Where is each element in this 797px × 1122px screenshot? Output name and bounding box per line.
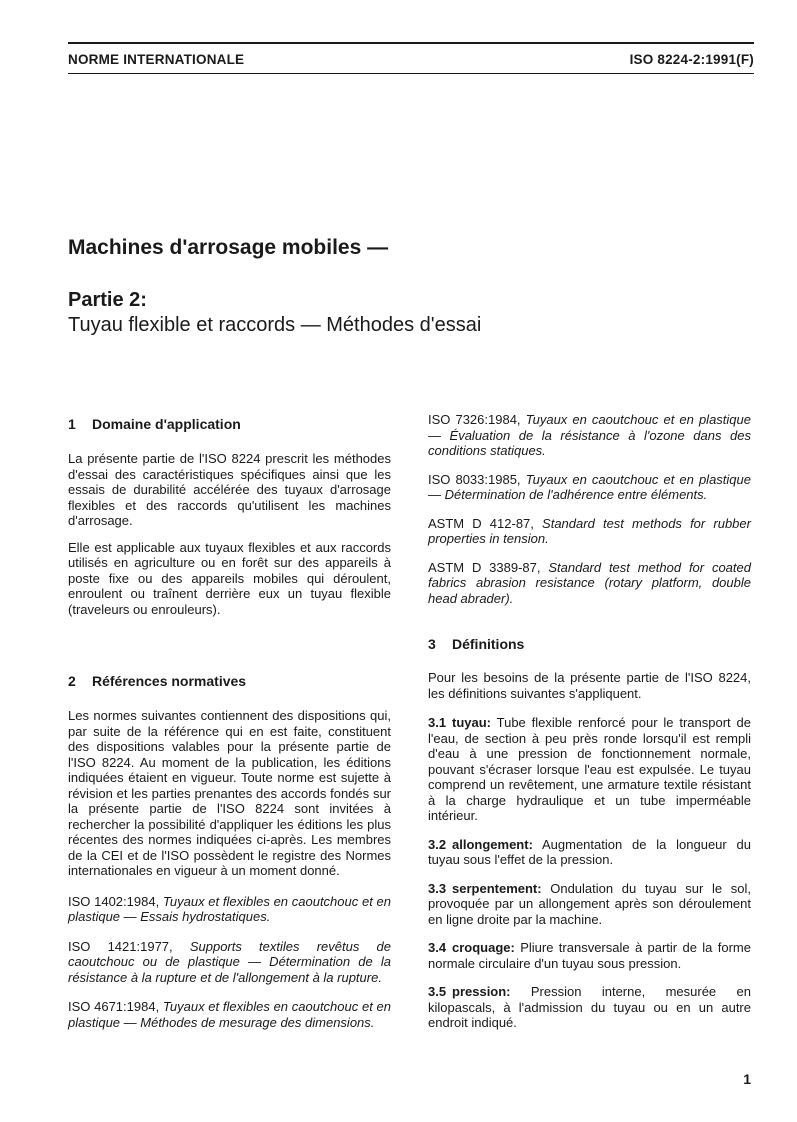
section-1-heading	[68, 414, 391, 434]
definition-term: allongement:	[452, 836, 533, 852]
header-rule	[68, 73, 754, 74]
section-2-number: 2	[68, 673, 76, 689]
definition-term: pression:	[452, 984, 511, 999]
definition-term: tuyau:	[452, 715, 491, 730]
definition-number: 3.5	[428, 984, 447, 999]
document-subtitle: Tuyau flexible et raccords — Méthodes d'essai	[68, 314, 482, 336]
reference-title: Tuyaux en caoutchouc et en plastique — Évaluation de la résistance à l'ozone dans des conditions statiques.	[428, 412, 751, 458]
definition-text: Pliure transversale à partir de la forme normale circulaire d'un tuyau sous pression.	[428, 940, 751, 971]
reference-title: Tuyaux et flexibles en caoutchouc et en plastique — Méthodes de mesurage des dimensions.	[68, 999, 391, 1030]
reference-standard: ISO 1421:1977,	[68, 938, 173, 954]
right-column	[428, 412, 751, 1031]
definition-number: 3.1	[428, 715, 447, 730]
definition-number: 3.2	[428, 836, 447, 852]
section-3-heading	[428, 634, 751, 654]
definition-term: croquage:	[452, 940, 515, 955]
page-number: 1	[743, 1071, 751, 1087]
reference-item	[428, 560, 751, 607]
reference-standard: ASTM D 3389-87,	[428, 559, 541, 575]
definition-item	[428, 940, 751, 971]
document-title: Machines d'arrosage mobiles —	[68, 236, 389, 259]
reference-standard: ISO 4671:1984,	[68, 999, 160, 1014]
left-column	[68, 414, 391, 1030]
section-1-title: Domaine d'application	[92, 416, 241, 432]
section-3-title: Définitions	[452, 636, 525, 652]
definition-text: Ondulation du tuyau sur le sol, provoquée par un allongement après son déroulement en ligne droite par la machine.	[428, 880, 751, 927]
section-1-paragraph-1: La présente partie de l'ISO 8224 prescrit les méthodes d'essai des caractéristiques spécifiques ainsi que les essais de durabilité accélérée des tuyaux d'arrosage flexibles et des raccords qu'utilisent les machines d'arrosage.	[68, 451, 391, 528]
reference-standard: ISO 1402:1984,	[68, 893, 160, 909]
definition-item	[428, 881, 751, 928]
reference-item	[428, 412, 751, 459]
document-part: Partie 2:	[68, 289, 147, 311]
section-3-number: 3	[428, 636, 436, 652]
top-rule	[68, 42, 754, 44]
reference-title: Standard test method for coated fabrics abrasion resistance (rotary platform, double head abrader).	[428, 559, 751, 606]
definition-number: 3.3	[428, 880, 447, 896]
reference-title: Tuyaux et flexibles en caoutchouc et en plastique — Essais hydrostatiques.	[68, 893, 391, 924]
section-2-intro: Les normes suivantes contiennent des dispositions qui, par suite de la référence qui en est faite, constituent des dispositions valables pour la présente partie de l'ISO 8224. Au moment de la publication, les éditions indiquées étaient en vigueur. Toute norme est sujette à révision et les parties prenantes des accords fondés sur la présente partie de l'ISO 8224 sont invitées à rechercher la possibilité d'appliquer les éditions les plus récentes des normes indiquées ci-après. Les membres de la CEI et de l'ISO possèdent le registre des Normes internationales en vigueur à un moment donné.	[68, 708, 391, 878]
section-1-paragraph-2: Elle est applicable aux tuyaux flexibles et aux raccords utilisés en agriculture ou en forêt sur des appareils à poste fixe ou des appareils mobiles qui déroulent, enroulent ou traînent derrière eux un tuyau flexible (traveleurs ou enrouleurs).	[68, 539, 391, 617]
reference-standard: ASTM D 412-87,	[428, 515, 534, 531]
header-standard-type: NORME INTERNATIONALE	[68, 52, 245, 67]
reference-title: Standard test methods for rubber properties in tension.	[428, 515, 751, 546]
reference-item	[428, 472, 751, 503]
header-standard-number: ISO 8224-2:1991(F)	[629, 52, 754, 67]
definition-item	[428, 715, 751, 824]
reference-title: Supports textiles revêtus de caoutchouc ou de plastique — Détermination de la résistance à la rupture et de l'allongement à la rupture.	[68, 938, 391, 985]
section-2-heading	[68, 671, 391, 691]
reference-standard: ISO 8033:1985,	[428, 471, 521, 487]
section-1-number: 1	[68, 416, 76, 432]
reference-item	[68, 939, 391, 986]
reference-standard: ISO 7326:1984,	[428, 412, 521, 427]
reference-title: Tuyaux en caoutchouc et en plastique — Détermination de l'adhérence entre éléments.	[428, 471, 751, 502]
reference-item	[68, 894, 391, 925]
definition-text: Pression interne, mesurée en kilopascals, à l'admission du tuyau ou en un autre endroit indiqué.	[428, 984, 751, 1030]
reference-item	[428, 516, 751, 547]
definition-term: serpentement:	[452, 880, 542, 896]
definition-number: 3.4	[428, 940, 447, 955]
definition-text: Tube flexible renforcé pour le transport de l'eau, de section à peu près ronde lorsqu'il est rempli d'eau à une pression de fonctionnement normale, pouvant s'écraser lorsque l'eau est expulsée. Le tuyau comprend un revêtement, une armature textile résistant à la charge hydraulique et un tube imperméable intérieur.	[428, 715, 751, 823]
definition-text: Augmentation de la longueur du tuyau sous l'effet de la pression.	[428, 836, 751, 867]
definition-item	[428, 837, 751, 868]
reference-item	[68, 999, 391, 1030]
definition-item	[428, 984, 751, 1031]
section-2-title: Références normatives	[92, 673, 247, 689]
section-3-intro: Pour les besoins de la présente partie de l'ISO 8224, les définitions suivantes s'appliquent.	[428, 670, 751, 701]
